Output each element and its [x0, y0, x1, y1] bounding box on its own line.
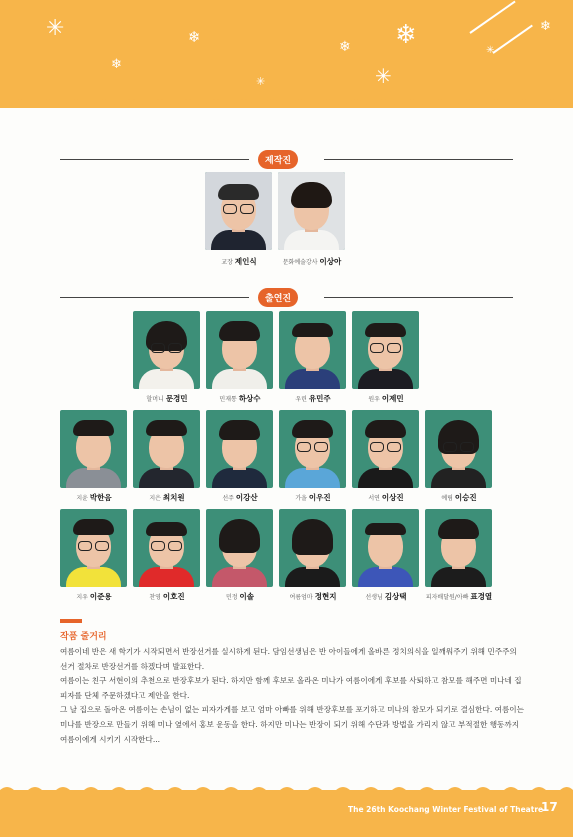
- synopsis-title: 작품 줄거리: [60, 632, 107, 642]
- page-number: 17: [541, 800, 558, 814]
- snowflake-icon: ✳: [256, 75, 266, 88]
- role-label: 선주: [222, 495, 234, 502]
- person-name: 이제민: [381, 394, 404, 403]
- section-rule: [324, 297, 513, 298]
- role-label: 찬영: [149, 594, 161, 601]
- section-rule: [60, 297, 249, 298]
- role-label: 피자배달원/아빠: [425, 594, 469, 601]
- person-name: 박한음: [89, 493, 112, 502]
- role-label: 지은: [149, 495, 161, 502]
- section-rule: [60, 159, 249, 160]
- role-label: 여름엄마: [289, 594, 313, 601]
- role-label: 선생님: [365, 594, 383, 601]
- header-wave: [0, 96, 573, 112]
- snowflake-icon: ❄: [188, 28, 201, 46]
- role-label: 가을: [295, 495, 307, 502]
- person-name: 최치원: [162, 493, 185, 502]
- cast-photo: [60, 410, 127, 488]
- role-label: 문화예술강사: [282, 259, 318, 266]
- person-name: 이우진: [308, 493, 331, 502]
- cast-caption: [341, 393, 431, 404]
- section-title-cast: 출연진: [258, 288, 298, 307]
- snowflake-icon: ✳: [375, 64, 392, 88]
- snowflake-icon: ✳: [46, 16, 65, 41]
- person-name: 이준용: [89, 592, 112, 601]
- synopsis-paragraph: 여름이네 반은 새 학기가 시작되면서 반장선거를 실시하게 된다. 담임선생님은 반 아이들에게 올바른 정치의식을 일깨워주기 위해 민주주의 선거 절차로 반장선거를 하겠다며 발표한다.: [60, 647, 517, 671]
- person-name: 제인식: [234, 257, 257, 266]
- role-label: 원우: [368, 396, 380, 403]
- cast-photo: [352, 509, 419, 587]
- cast-caption: [414, 492, 504, 503]
- cast-photo: [206, 311, 273, 389]
- cast-photo: [352, 410, 419, 488]
- person-name: 하상수: [238, 394, 261, 403]
- synopsis-body: [60, 645, 525, 747]
- snowflake-icon: ✳: [486, 45, 495, 56]
- section-rule: [324, 159, 513, 160]
- cast-photo: [352, 311, 419, 389]
- person-name: 정현지: [314, 592, 337, 601]
- person-name: 이승진: [454, 493, 477, 502]
- section-title-staff: 제작진: [258, 150, 298, 169]
- role-label: 할머니: [146, 396, 164, 403]
- cast-photo: [206, 509, 273, 587]
- person-name: 문경민: [165, 394, 188, 403]
- role-label: 민재통: [219, 396, 237, 403]
- cast-photo: [133, 410, 200, 488]
- person-name: 이호진: [162, 592, 185, 601]
- role-label: 우린: [295, 396, 307, 403]
- person-name: 김상택: [384, 592, 407, 601]
- synopsis-accent-bar: [60, 619, 82, 623]
- person-name: 이상진: [381, 493, 404, 502]
- snowflake-icon: ❄: [540, 19, 551, 34]
- role-label: 지우: [76, 594, 88, 601]
- cast-photo: [206, 410, 273, 488]
- cast-photo: [133, 311, 200, 389]
- cast-caption: [414, 591, 504, 602]
- person-name: 이상아: [319, 257, 342, 266]
- role-label: 예림: [441, 495, 453, 502]
- cast-photo: [133, 509, 200, 587]
- snowflake-icon: ❄: [339, 39, 351, 55]
- synopsis-paragraph: 여름이는 친구 서현이의 추천으로 반장후보가 된다. 하지만 함께 후보로 올라온 미나가 여름이에게 후보를 사퇴하고 참모를 해주면 미나네 집 피자를 단체 주문하겠다고 제안을 한다.: [60, 676, 522, 700]
- person-name: 표경열: [470, 592, 493, 601]
- staff-photo: [205, 172, 272, 250]
- person-name: 이강산: [235, 493, 258, 502]
- role-label: 지윤: [76, 495, 88, 502]
- person-name: 유민주: [308, 394, 331, 403]
- person-name: 이솔: [239, 592, 255, 601]
- cast-photo: [279, 509, 346, 587]
- cast-photo: [425, 410, 492, 488]
- festival-title: The 26th Koochang Winter Festival of Theatre: [348, 805, 544, 814]
- snowflake-icon: ❄: [395, 20, 417, 50]
- staff-photo: [278, 172, 345, 250]
- cast-photo: [60, 509, 127, 587]
- role-label: 민정: [225, 594, 238, 601]
- role-label: 서연: [368, 495, 380, 502]
- staff-caption: [267, 256, 357, 267]
- synopsis-paragraph: 그 날 집으로 돌아온 여름이는 손님이 없는 피자가게를 보고 엄마 아빠를 위해 반장후보를 포기하고 미나의 참모가 되기로 결심한다. 여름이는 미나를 반장으로 만들기 위해 미나 옆에서 홍보 운동을 한다. 하지만 미나는 반장이 되기 위해 수단과 방법을 가리지 않고 부적절한 행동까지 여름이에게 시키기 시작한다...: [60, 705, 524, 744]
- role-label: 교장: [221, 259, 233, 266]
- cast-photo: [279, 311, 346, 389]
- cast-photo: [279, 410, 346, 488]
- snowflake-icon: ❄: [111, 57, 122, 72]
- cast-photo: [425, 509, 492, 587]
